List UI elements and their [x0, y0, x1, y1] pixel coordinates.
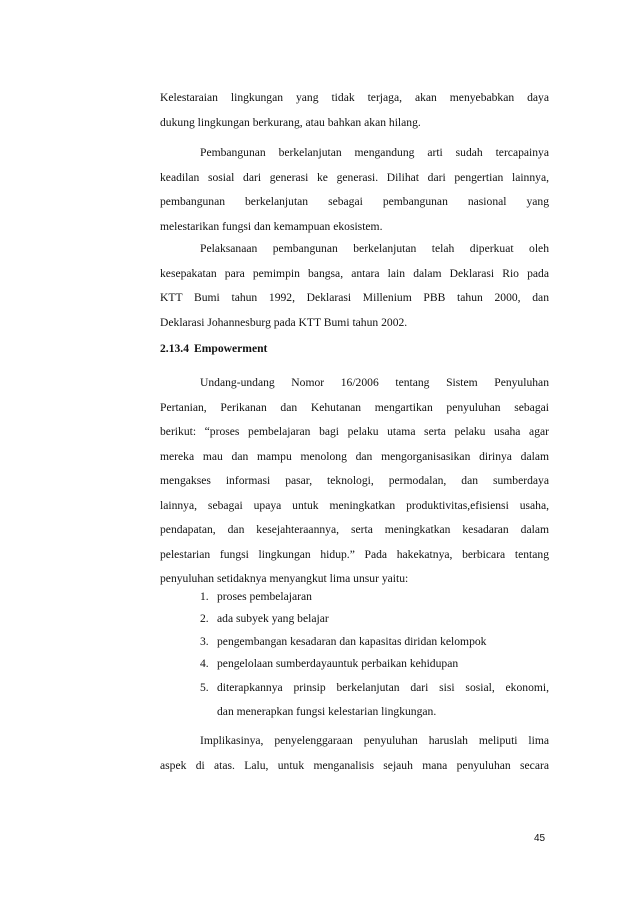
paragraph-line: keadilan sosial dari generasi ke generasi. Dilihat dari pengertian lainnya,: [160, 170, 549, 184]
paragraph-line: mengakses informasi pasar, teknologi, permodalan, dan sumberdaya: [160, 474, 549, 487]
paragraph-line: Deklarasi Johannesburg pada KTT Bumi tahun 2002.: [160, 315, 408, 329]
paragraph-line: KTT Bumi tahun 1992, Deklarasi Millenium PBB tahun 2000, dan: [160, 291, 549, 304]
paragraph-line: kesepakatan para pemimpin bangsa, antara lain dalam Deklarasi Rio pada: [160, 266, 549, 280]
paragraph-line: penyuluhan setidaknya menyangkut lima unsur yaitu:: [160, 572, 409, 585]
paragraph-2: [160, 141, 549, 239]
paragraph-line: Pelaksanaan pembangunan berkelanjutan telah diperkuat oleh: [200, 242, 549, 255]
section-heading: [160, 342, 267, 355]
list-item: [200, 586, 549, 608]
paragraph-3: [160, 237, 549, 335]
paragraph-line: pembangunan berkelanjutan sebagai pembangunan nasional yang: [160, 195, 549, 208]
list-item-number: 5.: [200, 680, 209, 694]
list-item-number: 1.: [200, 590, 209, 603]
list-item-line: dan menerapkan fungsi kelestarian lingkungan.: [217, 704, 437, 718]
paragraph-line: melestarikan fungsi dan kemampuan ekosistem.: [160, 219, 383, 233]
paragraph-line: Kelestaraian lingkungan yang tidak terjaga, akan menyebabkan daya: [160, 91, 549, 104]
list-item-number: 2.: [200, 612, 209, 626]
paragraph-5: [160, 729, 549, 778]
list-item-number: 4.: [200, 657, 209, 671]
list-item-text: [217, 676, 549, 724]
paragraph-line: dukung lingkungan berkurang, atau bahkan akan hilang.: [160, 115, 421, 129]
numbered-list: [200, 586, 549, 724]
paragraph-line: berikut: “proses pembelajaran bagi pelaku utama serta pelaku usaha agar: [160, 425, 549, 438]
list-item: [200, 608, 549, 630]
list-item-text: proses pembelajaran: [217, 590, 312, 603]
paragraph-line: Undang-undang Nomor 16/2006 tentang Sistem Penyuluhan: [200, 376, 549, 389]
paragraph-1: [160, 86, 549, 135]
paragraph-line: Pertanian, Perikanan dan Kehutanan mengartikan penyuluhan sebagai: [160, 400, 549, 414]
list-item: [200, 676, 549, 724]
paragraph-line: pelestarian fungsi lingkungan hidup.” Pada hakekatnya, berbicara tentang: [160, 547, 549, 561]
page-number: 45: [534, 833, 546, 844]
paragraph-line: Implikasinya, penyelenggaraan penyuluhan haruslah meliputi lima: [200, 734, 549, 747]
list-item-number: 3.: [200, 634, 209, 648]
paragraph-line: aspek di atas. Lalu, untuk menganalisis sejauh mana penyuluhan secara: [160, 758, 549, 772]
list-item-text: ada subyek yang belajar: [217, 612, 329, 626]
list-item: [200, 653, 549, 675]
paragraph-4: [160, 371, 549, 592]
list-item-text: pengelolaan sumberdayauntuk perbaikan kehidupan: [217, 657, 459, 671]
paragraph-line: pendapatan, dan kesejahteraannya, serta meningkatkan kesadaran dalam: [160, 523, 549, 536]
paragraph-line: lainnya, sebagai upaya untuk meningkatkan produktivitas,efisiensi usaha,: [160, 498, 549, 512]
list-item-line: diterapkannya prinsip berkelanjutan dari sisi sosial, ekonomi,: [217, 680, 549, 694]
section-title: Empowerment: [193, 342, 268, 355]
section-number: 2.13.4: [160, 342, 189, 355]
list-item-text: pengembangan kesadaran dan kapasitas diridan kelompok: [217, 634, 487, 648]
list-item: [200, 631, 549, 653]
paragraph-line: Pembangunan berkelanjutan mengandung arti sudah tercapainya: [200, 146, 549, 159]
paragraph-line: mereka mau dan mampu menolong dan mengorganisasikan dirinya dalam: [160, 449, 549, 463]
